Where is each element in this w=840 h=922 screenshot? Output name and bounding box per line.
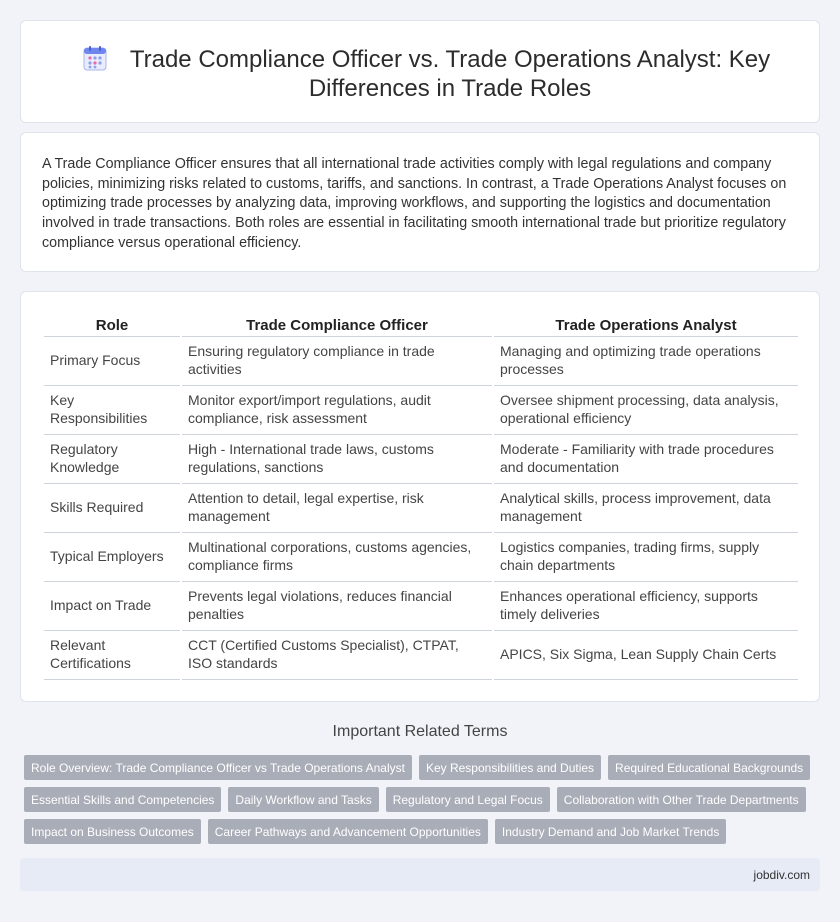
table-header-row xyxy=(44,316,798,337)
compliance-officer-cell: Ensuring regulatory compliance in trade activities xyxy=(182,337,492,386)
related-term-tag[interactable]: Career Pathways and Advancement Opportunities xyxy=(208,819,488,844)
related-term-tag[interactable]: Required Educational Backgrounds xyxy=(608,755,810,780)
comparison-table-card xyxy=(20,291,820,702)
comparison-table xyxy=(42,316,800,680)
related-terms-tags xyxy=(24,755,816,844)
header-trade-operations-analyst: Trade Operations Analyst xyxy=(494,316,798,337)
related-term-tag[interactable]: Essential Skills and Competencies xyxy=(24,787,221,812)
row-label: Typical Employers xyxy=(44,533,180,582)
row-label: Key Responsibilities xyxy=(44,386,180,435)
related-term-tag[interactable]: Role Overview: Trade Compliance Officer vs Trade Operations Analyst xyxy=(24,755,412,780)
operations-analyst-cell: Logistics companies, trading firms, supply chain departments xyxy=(494,533,798,582)
table-row xyxy=(44,484,798,533)
related-term-tag[interactable]: Collaboration with Other Trade Departments xyxy=(557,787,806,812)
operations-analyst-cell: Oversee shipment processing, data analysis, operational efficiency xyxy=(494,386,798,435)
row-label: Relevant Certifications xyxy=(44,631,180,680)
table-row xyxy=(44,435,798,484)
compliance-officer-cell: CCT (Certified Customs Specialist), CTPAT, ISO standards xyxy=(182,631,492,680)
compliance-officer-cell: High - International trade laws, customs regulations, sanctions xyxy=(182,435,492,484)
table-row xyxy=(44,386,798,435)
compliance-officer-cell: Multinational corporations, customs agencies, compliance firms xyxy=(182,533,492,582)
footer xyxy=(20,858,820,891)
page-title: Trade Compliance Officer vs. Trade Operations Analyst: Key Differences in Trade Roles xyxy=(129,46,771,102)
related-terms-title: Important Related Terms xyxy=(332,723,508,740)
compliance-officer-cell: Attention to detail, legal expertise, risk management xyxy=(182,484,492,533)
operations-analyst-cell: Enhances operational efficiency, supports timely deliveries xyxy=(494,582,798,631)
row-label: Primary Focus xyxy=(44,337,180,386)
operations-analyst-cell: Moderate - Familiarity with trade procedures and documentation xyxy=(494,435,798,484)
table-row xyxy=(44,337,798,386)
header-role: Role xyxy=(44,316,180,337)
intro-card xyxy=(20,132,820,272)
row-label: Impact on Trade xyxy=(44,582,180,631)
operations-analyst-cell: APICS, Six Sigma, Lean Supply Chain Certs xyxy=(494,631,798,680)
related-term-tag[interactable]: Daily Workflow and Tasks xyxy=(228,787,378,812)
compliance-officer-cell: Monitor export/import regulations, audit compliance, risk assessment xyxy=(182,386,492,435)
table-row xyxy=(44,582,798,631)
title-card xyxy=(20,20,820,123)
table-row xyxy=(44,533,798,582)
table-row xyxy=(44,631,798,680)
operations-analyst-cell: Managing and optimizing trade operations processes xyxy=(494,337,798,386)
row-label: Regulatory Knowledge xyxy=(44,435,180,484)
related-term-tag[interactable]: Impact on Business Outcomes xyxy=(24,819,201,844)
related-term-tag[interactable]: Industry Demand and Job Market Trends xyxy=(495,819,726,844)
calendar-icon xyxy=(83,45,107,71)
related-term-tag[interactable]: Key Responsibilities and Duties xyxy=(419,755,601,780)
row-label: Skills Required xyxy=(44,484,180,533)
compliance-officer-cell: Prevents legal violations, reduces financial penalties xyxy=(182,582,492,631)
footer-site-link[interactable]: jobdiv.com xyxy=(753,868,810,882)
operations-analyst-cell: Analytical skills, process improvement, data management xyxy=(494,484,798,533)
related-term-tag[interactable]: Regulatory and Legal Focus xyxy=(386,787,550,812)
intro-paragraph: A Trade Compliance Officer ensures that all international trade activities comply with legal regulations and company policies, minimizing risks related to customs, tariffs, and sanctions. In contrast, a Trade Operations Analyst focuses on optimizing trade processes by analyzing data, improving workflows, and supporting the logistics and documentation involved in trade transactions. Both roles are essential in facilitating smooth international trade but prioritize regulatory compliance versus operational efficiency. xyxy=(42,156,787,251)
header-trade-compliance-officer: Trade Compliance Officer xyxy=(182,316,492,337)
